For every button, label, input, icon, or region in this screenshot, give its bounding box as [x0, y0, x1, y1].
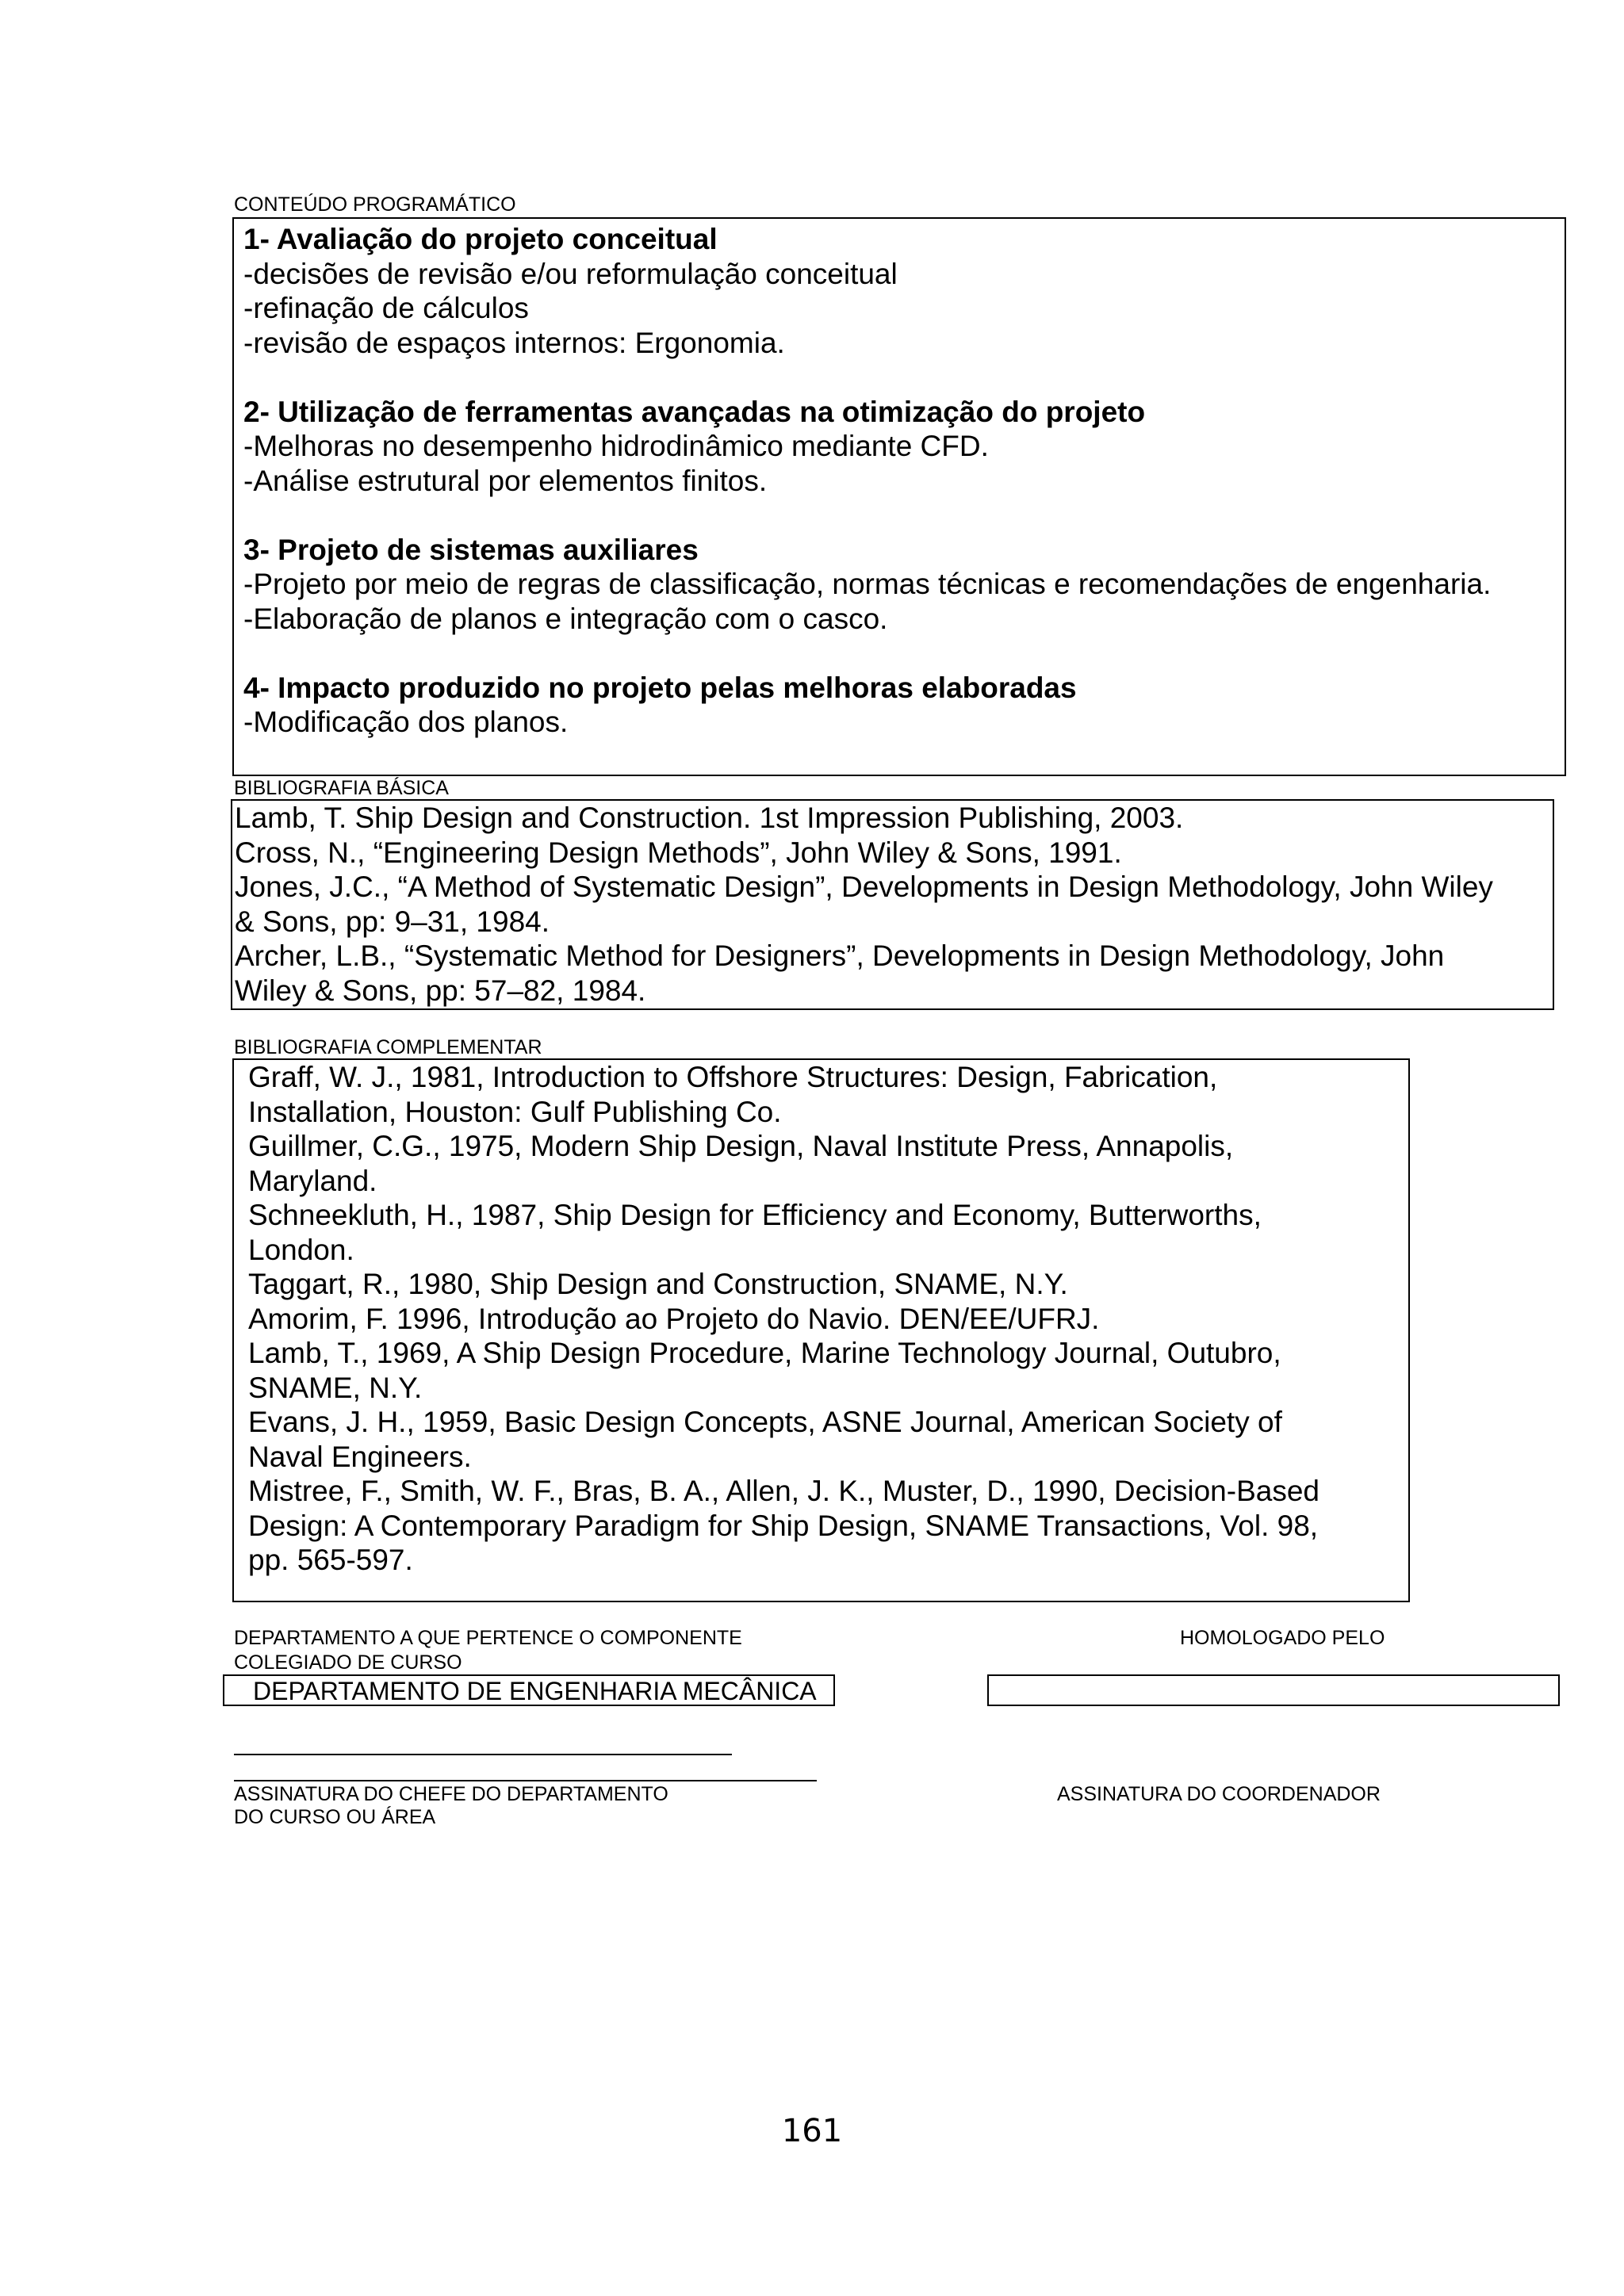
reference-line: Archer, L.B., “Systematic Method for Designers”, Developments in Design Methodology, John — [235, 939, 1445, 972]
reference-line: Design: A Contemporary Paradigm for Ship Design, SNAME Transactions, Vol. 98, — [248, 1509, 1319, 1542]
reference-line: Graff, W. J., 1981, Introduction to Offshore Structures: Design, Fabrication, — [248, 1061, 1218, 1093]
conteudo-label: CONTEÚDO PROGRAMÁTICO — [234, 193, 516, 216]
reference-line: SNAME, N.Y. — [248, 1371, 423, 1404]
reference-line: Cross, N., “Engineering Design Methods”, John Wiley & Sons, 1991. — [235, 836, 1122, 869]
homologado-label: HOMOLOGADO PELO — [1180, 1627, 1385, 1649]
reference-line: Mistree, F., Smith, W. F., Bras, B. A., Allen, J. K., Muster, D., 1990, Decision-Based — [248, 1475, 1320, 1507]
conteudo-box — [232, 217, 1566, 776]
signature-line-chefe — [234, 1754, 732, 1755]
page-number: 161 — [781, 2113, 843, 2149]
bibliografia-complementar-content — [248, 1060, 1320, 1578]
reference-line: Jones, J.C., “A Method of Systematic Design”, Developments in Design Methodology, John Wiley — [235, 871, 1493, 903]
departamento-label: DEPARTAMENTO A QUE PERTENCE O COMPONENTE — [234, 1627, 742, 1649]
reference-line: & Sons, pp: 9–31, 1984. — [235, 905, 550, 938]
section-item: -Elaboração de planos e integração com o casco. — [243, 602, 888, 635]
colegiado-label: COLEGIADO DE CURSO — [234, 1651, 462, 1674]
reference-line: Schneekluth, H., 1987, Ship Design for Efficiency and Economy, Butterworths, — [248, 1199, 1262, 1231]
conteudo-content — [243, 222, 1491, 740]
section-item: -refinação de cálculos — [243, 292, 529, 324]
bibliografia-complementar-label: BIBLIOGRAFIA COMPLEMENTAR — [234, 1036, 542, 1058]
reference-line: Installation, Houston: Gulf Publishing Co. — [248, 1095, 782, 1128]
reference-line: London. — [248, 1233, 354, 1266]
section-heading: 2- Utilização de ferramentas avançadas na otimização do projeto — [243, 395, 1146, 428]
assinatura-chefe-label: ASSINATURA DO CHEFE DO DEPARTAMENTO — [234, 1783, 668, 1805]
section-item: -Análise estrutural por elementos finitos. — [243, 464, 768, 497]
departamento-value: DEPARTAMENTO DE ENGENHARIA MECÂNICA — [253, 1677, 817, 1705]
section-heading: 3- Projeto de sistemas auxiliares — [243, 533, 699, 566]
bibliografia-complementar-box — [232, 1058, 1410, 1602]
reference-line: Naval Engineers. — [248, 1440, 472, 1473]
reference-line: pp. 565-597. — [248, 1544, 413, 1576]
signature-line-coordenador — [234, 1780, 817, 1781]
section-item: -Projeto por meio de regras de classificação, normas técnicas e recomendações de engenharia. — [243, 568, 1492, 600]
reference-line: Amorim, F. 1996, Introdução ao Projeto do Navio. DEN/EE/UFRJ. — [248, 1302, 1100, 1335]
reference-line: Evans, J. H., 1959, Basic Design Concepts, ASNE Journal, American Society of — [248, 1406, 1282, 1438]
bibliografia-basica-content — [235, 801, 1493, 1008]
homologado-field — [987, 1674, 1560, 1706]
assinatura-coordenador-label: ASSINATURA DO COORDENADOR — [1057, 1783, 1381, 1805]
reference-line: Lamb, T., 1969, A Ship Design Procedure, Marine Technology Journal, Outubro, — [248, 1337, 1281, 1369]
reference-line: Maryland. — [248, 1164, 377, 1197]
departamento-field — [223, 1674, 835, 1706]
section-item: -Melhoras no desempenho hidrodinâmico mediante CFD. — [243, 430, 989, 462]
bibliografia-basica-label: BIBLIOGRAFIA BÁSICA — [234, 777, 449, 799]
bibliografia-basica-box — [231, 799, 1554, 1010]
reference-line: Wiley & Sons, pp: 57–82, 1984. — [235, 974, 646, 1007]
curso-area-label: DO CURSO OU ÁREA — [234, 1806, 436, 1828]
reference-line: Lamb, T. Ship Design and Construction. 1st Impression Publishing, 2003. — [235, 802, 1184, 834]
section-heading: 4- Impacto produzido no projeto pelas melhoras elaboradas — [243, 671, 1077, 704]
section-item: -decisões de revisão e/ou reformulação conceitual — [243, 257, 898, 290]
section-item: -Modificação dos planos. — [243, 706, 569, 738]
reference-line: Guillmer, C.G., 1975, Modern Ship Design, Naval Institute Press, Annapolis, — [248, 1130, 1234, 1162]
section-item: -revisão de espaços internos: Ergonomia. — [243, 326, 785, 359]
section-heading: 1- Avaliação do projeto conceitual — [243, 223, 718, 255]
reference-line: Taggart, R., 1980, Ship Design and Construction, SNAME, N.Y. — [248, 1268, 1068, 1300]
